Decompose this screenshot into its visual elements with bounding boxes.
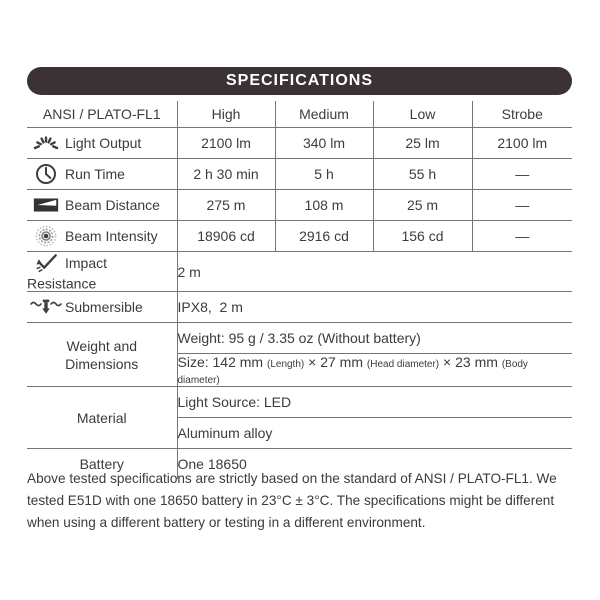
- row-material: [27, 387, 572, 418]
- value-cell-medium: 340 lm: [275, 128, 373, 159]
- row-label: Beam Distance: [65, 197, 160, 213]
- value-cell-alloy: Aluminum alloy: [177, 418, 572, 449]
- value-cell-size: [177, 354, 572, 387]
- row-light-output: [27, 128, 572, 159]
- row-label: Run Time: [65, 166, 125, 182]
- clock-icon: [27, 162, 65, 186]
- bounce-check-icon: [27, 252, 65, 274]
- col-header-strobe: Strobe: [472, 101, 572, 128]
- col-header-high: High: [177, 101, 275, 128]
- label-cell: [27, 190, 177, 221]
- row-label: Submersible: [65, 299, 143, 316]
- label-cell-weight-dimensions: [27, 323, 177, 387]
- row-label: Beam Intensity: [65, 228, 158, 244]
- label-cell-material: [27, 387, 177, 449]
- value-cell-strobe: 2100 lm: [472, 128, 572, 159]
- value-cell: 2 m: [177, 252, 572, 292]
- value-cell-weight: Weight: 95 g / 3.35 oz (Without battery): [177, 323, 572, 354]
- value-cell-high: 2 h 30 min: [177, 159, 275, 190]
- label-cell: [27, 128, 177, 159]
- specifications-header-pill: [27, 67, 572, 95]
- value-cell-low: 25 m: [373, 190, 472, 221]
- value-cell-low: 25 lm: [373, 128, 472, 159]
- row-weight-dimensions: [27, 323, 572, 354]
- row-impact-resistance: [27, 252, 572, 292]
- col-header-standard: ANSI / PLATO-FL1: [27, 101, 177, 128]
- value-cell-low: 156 cd: [373, 221, 472, 252]
- value-cell-strobe: —: [472, 190, 572, 221]
- value-cell-strobe: —: [472, 159, 572, 190]
- spec-table: [27, 101, 572, 479]
- row-label: Battery: [79, 456, 124, 473]
- value-cell: One 18650: [177, 449, 572, 480]
- value-cell-medium: 2916 cd: [275, 221, 373, 252]
- row-submersible: [27, 292, 572, 323]
- row-beam-distance: [27, 190, 572, 221]
- col-header-medium: Medium: [275, 101, 373, 128]
- value-cell-high: 275 m: [177, 190, 275, 221]
- size-mult2: ×: [443, 354, 452, 371]
- value-cell-low: 55 h: [373, 159, 472, 190]
- size-seg3: 23 mm: [455, 354, 498, 371]
- value-cell-light-source: Light Source: LED: [177, 387, 572, 418]
- submerged-flashlight-icon: [27, 297, 65, 317]
- footnote: Above tested specifications are strictly based on the standard of ANSI / PLATO-FL1. We tested E51D with one 18650 battery in 23°C ± 3°C. The specifications might be different when using a different battery or testing in a different environment.: [27, 471, 557, 530]
- target-rings-icon: [27, 224, 65, 248]
- beam-cone-icon: [27, 195, 65, 215]
- header-row: [27, 101, 572, 128]
- label-cell: [27, 252, 177, 292]
- row-beam-intensity: [27, 221, 572, 252]
- label-cell: [27, 292, 177, 323]
- size-mult1: ×: [308, 354, 317, 371]
- label-cell: [27, 159, 177, 190]
- col-header-low: Low: [373, 101, 472, 128]
- row-label: Material: [76, 409, 127, 426]
- row-label-line1: Weight and: [66, 337, 138, 354]
- row-run-time: [27, 159, 572, 190]
- value-cell: IPX8, 2 m: [177, 292, 572, 323]
- label-cell: [27, 221, 177, 252]
- sun-rays-icon: [27, 132, 65, 154]
- size-note1: (Length): [266, 359, 305, 371]
- size-seg1: Size: 142 mm: [177, 354, 264, 371]
- row-label: Impact Resistance: [27, 255, 108, 292]
- row-label-line2: Dimensions: [65, 355, 139, 372]
- value-cell-medium: 108 m: [275, 190, 373, 221]
- value-cell-medium: 5 h: [275, 159, 373, 190]
- size-note3: (Body diameter): [177, 359, 528, 387]
- row-label: Light Output: [65, 135, 142, 151]
- size-note2: (Head diameter): [366, 359, 440, 371]
- size-seg2: 27 mm: [320, 354, 363, 371]
- value-cell-high: 2100 lm: [177, 128, 275, 159]
- page-title: SPECIFICATIONS: [225, 72, 374, 89]
- value-cell-high: 18906 cd: [177, 221, 275, 252]
- value-cell-strobe: —: [472, 221, 572, 252]
